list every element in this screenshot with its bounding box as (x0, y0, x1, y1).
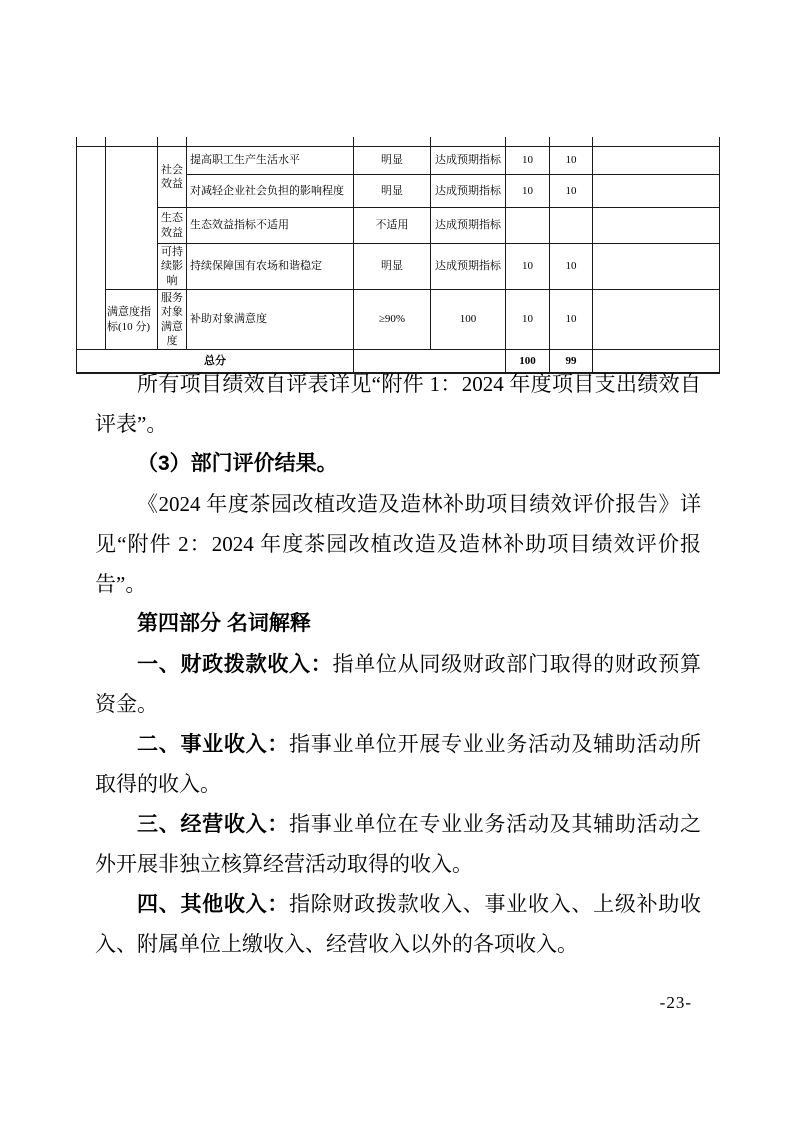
table-cell-group-satisfaction: 满意度指标(10 分) (106, 290, 158, 350)
table-cell-indicator: 持续保障国有农场和谐稳定 (187, 244, 354, 290)
table-cell-left-gutter (77, 147, 106, 350)
table-cell-indicator: 生态效益指标不适用 (187, 208, 354, 244)
table-row-clipped (77, 137, 720, 147)
table-cell-remark (593, 208, 720, 244)
table-cell-target: 明显 (354, 244, 431, 290)
table-cell-stub (506, 137, 550, 147)
definition-operating-income (95, 804, 701, 884)
table-cell-stub (431, 137, 506, 147)
table-cell-score: 10 (550, 244, 593, 290)
table-cell-stub (593, 137, 720, 147)
table-cell-stub (106, 137, 158, 147)
body-text (95, 364, 701, 964)
table-cell-target: 明显 (354, 147, 431, 175)
table-cell-full-score: 10 (506, 244, 550, 290)
definition-text: 指事业单位开展专业业务活动及辅助活动所取得的收入。 (95, 732, 702, 796)
definition-business-income (95, 724, 701, 804)
table-cell-stub (550, 137, 593, 147)
table-cell-score: 10 (550, 147, 593, 175)
definition-fiscal-income (95, 644, 701, 724)
definition-lead: 四、其他收入： (137, 892, 290, 916)
table-row (77, 244, 720, 290)
paragraph-report: 《2024 年度茶园改植改造及造林补助项目绩效评价报告》详见“附件 2：2024 年度茶园改植改造及造林补助项目绩效评价报告”。 (95, 492, 701, 596)
table-cell-category-sustainable: 可持续影响 (158, 244, 187, 290)
table-row (77, 208, 720, 244)
table-cell-stub (354, 137, 431, 147)
definition-text: 指单位从同级财政部门取得的财政预算资金。 (95, 652, 702, 716)
table-cell-category-ecological: 生态效益 (158, 208, 187, 244)
performance-evaluation-table (76, 137, 720, 374)
table-row (77, 147, 720, 175)
table-cell-target: ≥90% (354, 290, 431, 350)
table-cell-total-full-score: 100 (506, 350, 550, 374)
table-cell-total-score: 99 (550, 350, 593, 374)
table-cell-score: 10 (550, 175, 593, 208)
table-cell-target: 不适用 (354, 208, 431, 244)
table-cell-score (550, 208, 593, 244)
table-cell-stub (77, 137, 106, 147)
table-cell-category-social: 社会效益 (158, 147, 187, 208)
table-cell-indicator: 补助对象满意度 (187, 290, 354, 350)
table-cell-full-score: 10 (506, 147, 550, 175)
table-cell-stub (187, 137, 354, 147)
table-cell-remark (593, 290, 720, 350)
definition-lead: 二、事业收入： (137, 732, 290, 756)
definition-other-income (95, 884, 701, 964)
table-cell-score: 10 (550, 290, 593, 350)
definition-lead: 三、经营收入： (137, 812, 290, 836)
table-cell-remark (593, 147, 720, 175)
table-cell-indicator: 对减轻企业社会负担的影响程度 (187, 175, 354, 208)
table-cell-remark (593, 175, 720, 208)
table-cell-target: 明显 (354, 175, 431, 208)
table-cell-full-score: 10 (506, 175, 550, 208)
table-cell-indicator: 提高职工生产生活水平 (187, 147, 354, 175)
table-cell-total-label: 总分 (77, 350, 354, 374)
table-cell-category-service: 服务对象满意度 (158, 290, 187, 350)
table-cell-remark (593, 244, 720, 290)
table-cell-group-empty (106, 147, 158, 290)
table-cell-actual: 达成预期指标 (431, 147, 506, 175)
definition-lead: 一、财政拨款收入： (137, 652, 333, 676)
paragraph-self-eval: 所有项目绩效自评表详见“附件 1：2024 年度项目支出绩效自评表”。 (95, 372, 701, 436)
heading-dept-result: （3）部门评价结果。 (137, 452, 338, 475)
heading-part4: 第四部分 名词解释 (137, 612, 311, 635)
page-number: -23- (659, 993, 692, 1012)
table-cell-actual: 达成预期指标 (431, 208, 506, 244)
table-cell-full-score (506, 208, 550, 244)
table-cell-actual: 100 (431, 290, 506, 350)
table-cell-actual: 达成预期指标 (431, 244, 506, 290)
table-cell-stub (158, 137, 187, 147)
table-cell-full-score: 10 (506, 290, 550, 350)
definition-text: 指除财政拨款收入、事业收入、上级补助收入、附属单位上缴收入、经营收入以外的各项收入。 (95, 892, 702, 956)
table-cell-actual: 达成预期指标 (431, 175, 506, 208)
definition-text: 指事业单位在专业业务活动及其辅助活动之外开展非独立核算经营活动取得的收入。 (95, 812, 702, 876)
table-row (77, 290, 720, 350)
